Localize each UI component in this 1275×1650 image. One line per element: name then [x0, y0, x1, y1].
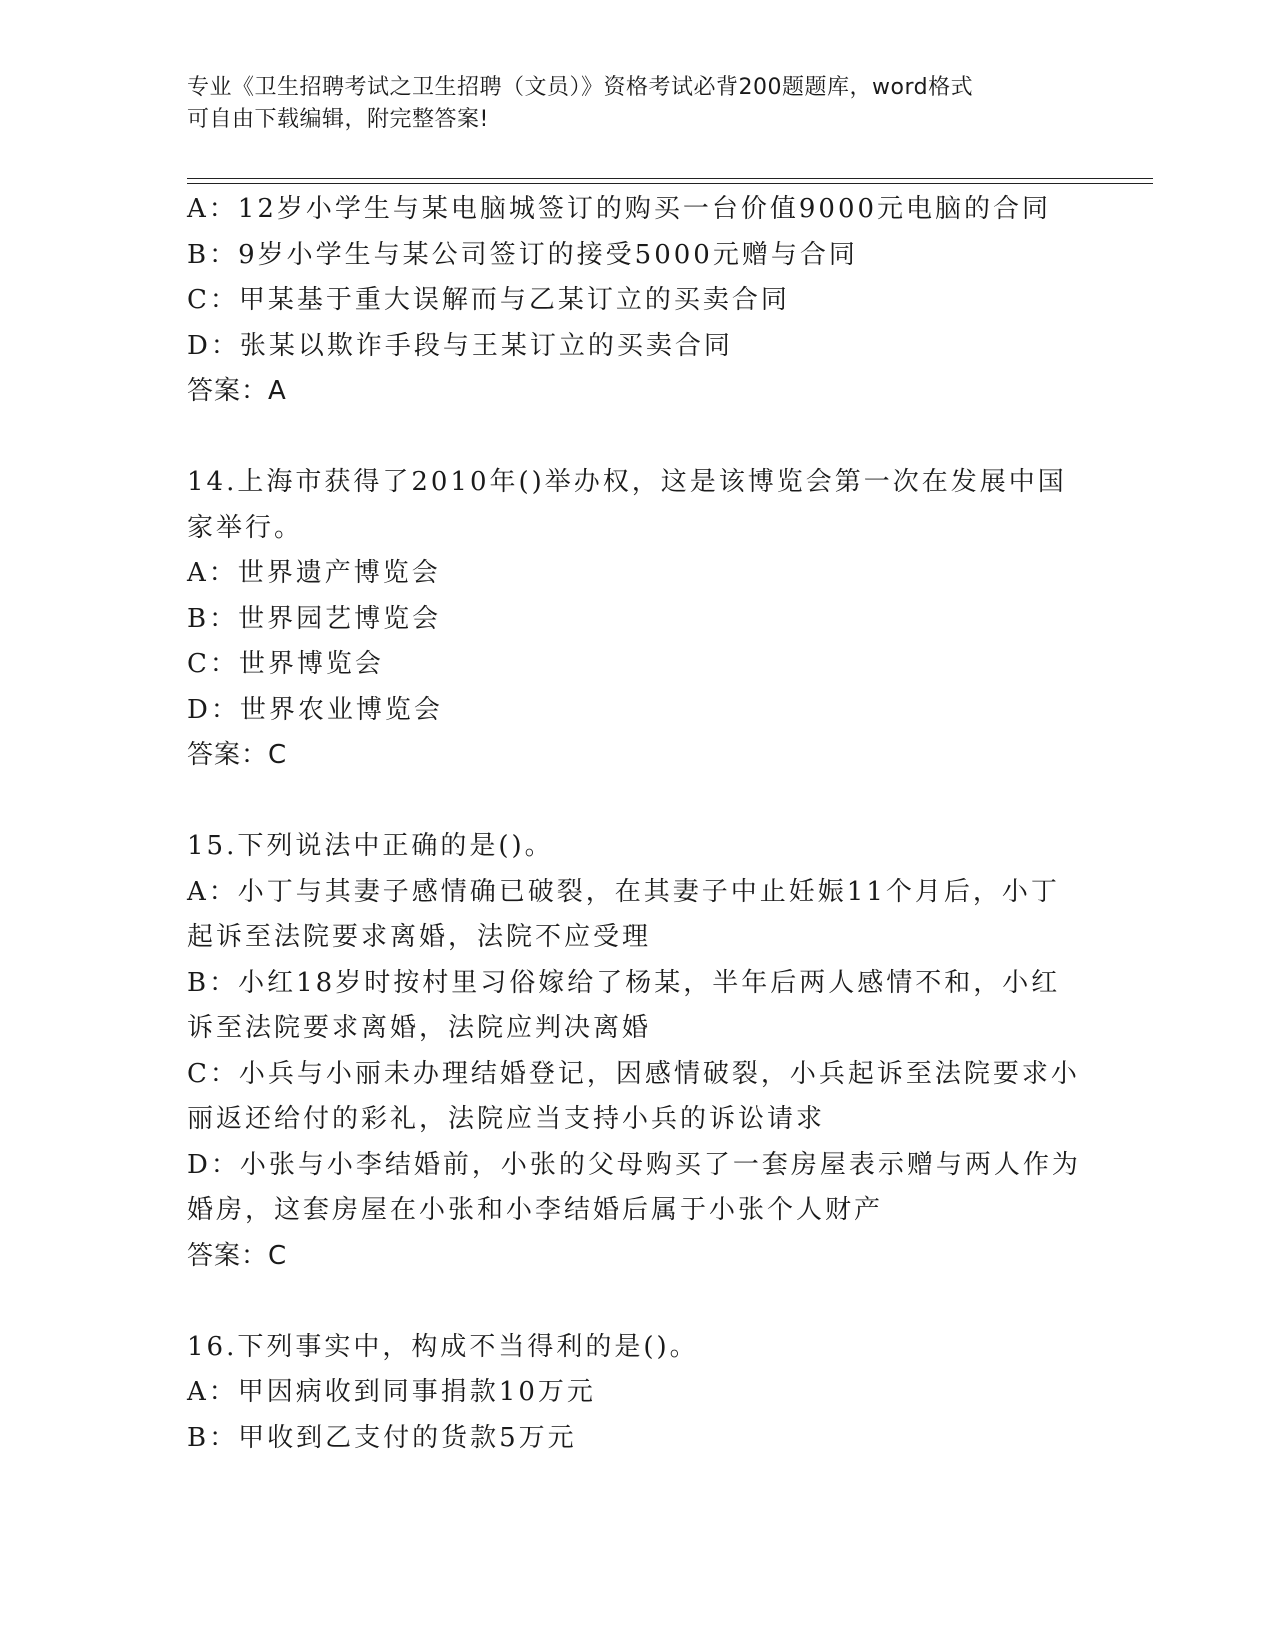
- q13-answer: 答案：A: [187, 376, 287, 406]
- q13-option-c: C：甲某基于重大误解而与乙某订立的买卖合同: [187, 285, 790, 315]
- q15-option-b-line-2: 诉至法院要求离婚，法院应判决离婚: [187, 1013, 652, 1043]
- q15-stem: 15.下列说法中正确的是()。: [187, 831, 554, 861]
- q15-option-a: [187, 870, 1087, 961]
- header-line-2: 可自由下载编辑，附完整答案!: [187, 107, 489, 132]
- q13-option-a: A：12岁小学生与某电脑城签订的购买一台价值9000元电脑的合同: [187, 194, 1052, 224]
- document-header: [187, 72, 1067, 136]
- q16-stem: 16.下列事实中，构成不当得利的是()。: [187, 1331, 699, 1362]
- q16-option-b: B：甲收到乙支付的货款5万元: [187, 1422, 577, 1453]
- q14-option-a: A：世界遗产博览会: [187, 558, 441, 588]
- q13-option-d: D：张某以欺诈手段与王某订立的买卖合同: [187, 330, 733, 361]
- q15-option-a-line-1: A：小丁与其妻子感情确已破裂，在其妻子中止妊娠11个月后，小丁: [187, 876, 1060, 907]
- q15-option-b-line-1: B：小红18岁时按村里习俗嫁给了杨某，半年后两人感情不和，小红: [187, 967, 1061, 998]
- question-16: [187, 1325, 1087, 1462]
- q14-option-c: C：世界博览会: [187, 649, 384, 679]
- q15-answer: 答案：C: [187, 1240, 288, 1271]
- q15-option-c: [187, 1052, 1087, 1143]
- q15-option-a-line-2: 起诉至法院要求离婚，法院不应受理: [187, 922, 652, 952]
- q14-stem-line-1: 14.上海市获得了2010年()举办权，这是该博览会第一次在发展中国: [187, 467, 1067, 497]
- q15-option-d-line-2: 婚房，这套房屋在小张和小李结婚后属于小张个人财产: [187, 1195, 884, 1225]
- document-body: [187, 187, 1087, 1461]
- question-13: [187, 187, 1087, 415]
- q15-option-d-line-1: D：小张与小李结婚前，小张的父母购买了一套房屋表示赠与两人作为: [187, 1149, 1081, 1180]
- question-15: [187, 824, 1087, 1279]
- q16-option-a: A：甲因病收到同事捐款10万元: [187, 1377, 596, 1407]
- q14-option-b: B：世界园艺博览会: [187, 603, 442, 634]
- q15-option-d: [187, 1143, 1087, 1234]
- q13-option-b: B：9岁小学生与某公司签订的接受5000元赠与合同: [187, 239, 858, 270]
- q15-option-c-line-1: C：小兵与小丽未办理结婚登记，因感情破裂，小兵起诉至法院要求小: [187, 1058, 1080, 1089]
- q14-stem-line-2: 家举行。: [187, 512, 304, 543]
- header-divider-top: [187, 178, 1153, 179]
- header-line-1: 专业《卫生招聘考试之卫生招聘（文员）》资格考试必背200题题库，word格式: [187, 75, 974, 100]
- question-14: [187, 460, 1087, 779]
- q14-answer: 答案：C: [187, 740, 288, 770]
- q14-option-d: D：世界农业博览会: [187, 694, 443, 725]
- q15-option-c-line-2: 丽返还给付的彩礼，法院应当支持小兵的诉讼请求: [187, 1104, 826, 1134]
- header-divider-bottom: [187, 183, 1153, 184]
- q15-option-b: [187, 961, 1087, 1052]
